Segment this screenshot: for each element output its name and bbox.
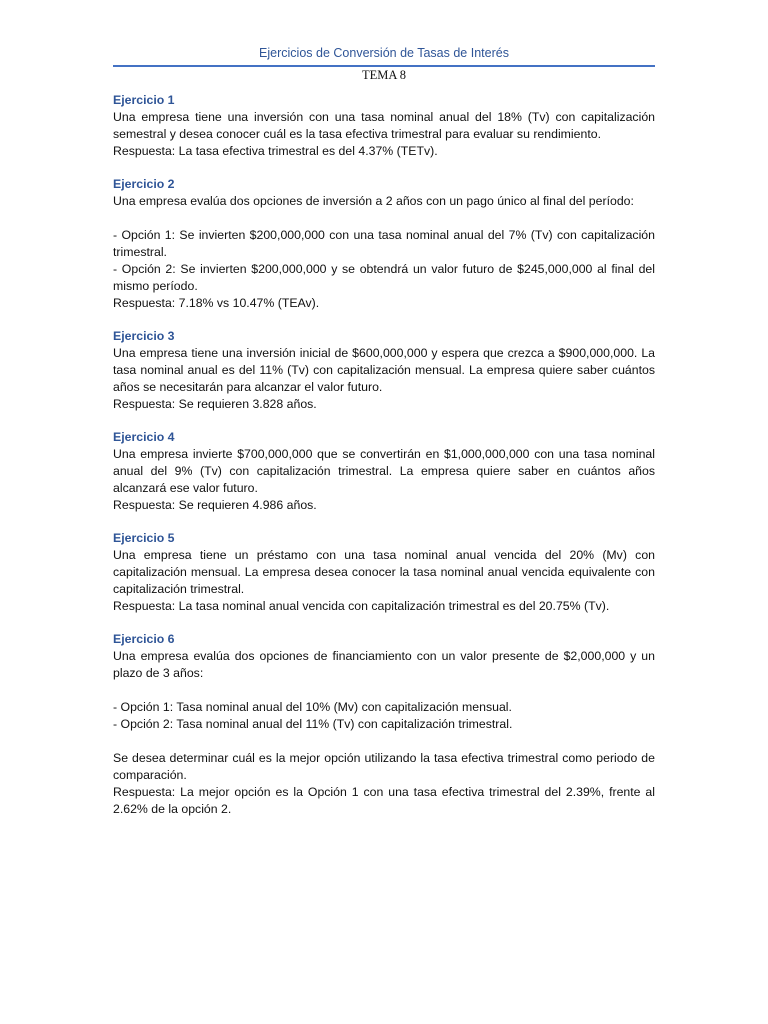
- exercise-heading: Ejercicio 2: [113, 177, 175, 191]
- blank-line: [113, 682, 655, 699]
- exercise-statement: Una empresa tiene un préstamo con una tasa nominal anual vencida del 20% (Mv) con capitalización mensual. La empresa desea conocer la tasa nominal anual vencida equivalente con capitalización trimestral.: [113, 548, 655, 596]
- exercise-answer: Respuesta: La tasa efectiva trimestral es del 4.37% (TETv).: [113, 144, 438, 158]
- document-header-title: Ejercicios de Conversión de Tasas de Interés: [259, 46, 509, 60]
- exercise-answer: Respuesta: Se requieren 4.986 años.: [113, 498, 317, 512]
- exercise-2: [113, 176, 655, 312]
- exercise-option-1: - Opción 1: Se invierten $200,000,000 con una tasa nominal anual del 7% (Tv) con capitalización trimestral.: [113, 228, 655, 259]
- exercise-1: [113, 92, 655, 160]
- exercise-statement: Una empresa evalúa dos opciones de inversión a 2 años con un pago único al final del período:: [113, 194, 634, 208]
- exercise-answer: Respuesta: 7.18% vs 10.47% (TEAv).: [113, 296, 320, 310]
- exercise-heading: Ejercicio 3: [113, 329, 175, 343]
- exercise-statement: Una empresa invierte $700,000,000 que se convertirán en $1,000,000,000 con una tasa nominal anual del 9% (Tv) con capitalización trimestral. La empresa quiere saber en cuántos años alcanzará ese valor futuro.: [113, 447, 655, 495]
- exercise-6: [113, 631, 655, 818]
- exercise-statement: Una empresa evalúa dos opciones de financiamiento con un valor presente de $2,000,000 y un plazo de 3 años:: [113, 649, 655, 680]
- document-subtitle: TEMA 8: [361, 68, 407, 82]
- exercise-5: [113, 530, 655, 615]
- exercise-question: Se desea determinar cuál es la mejor opción utilizando la tasa efectiva trimestral como periodo de comparación.: [113, 751, 655, 782]
- header-divider: [113, 65, 655, 67]
- exercise-option-1: - Opción 1: Tasa nominal anual del 10% (Mv) con capitalización mensual.: [113, 700, 512, 714]
- blank-line: [113, 733, 655, 750]
- exercise-heading: Ejercicio 6: [113, 632, 175, 646]
- exercise-heading: Ejercicio 4: [113, 430, 175, 444]
- exercise-answer: Respuesta: Se requieren 3.828 años.: [113, 397, 317, 411]
- exercise-option-2: - Opción 2: Tasa nominal anual del 11% (Tv) con capitalización trimestral.: [113, 717, 513, 731]
- exercise-4: [113, 429, 655, 514]
- exercise-answer: Respuesta: La tasa nominal anual vencida con capitalización trimestral es del 20.75% (Tv).: [113, 599, 610, 613]
- exercise-heading: Ejercicio 1: [113, 93, 175, 107]
- exercise-heading: Ejercicio 5: [113, 531, 175, 545]
- exercise-option-2: - Opción 2: Se invierten $200,000,000 y se obtendrá un valor futuro de $245,000,000 al final del mismo período.: [113, 262, 655, 293]
- exercise-list: [113, 92, 655, 834]
- exercise-answer: Respuesta: La mejor opción es la Opción 1 con una tasa efectiva trimestral del 2.39%, frente al 2.62% de la opción 2.: [113, 785, 655, 816]
- blank-line: [113, 210, 655, 227]
- exercise-statement: Una empresa tiene una inversión con una tasa nominal anual del 18% (Tv) con capitalización semestral y desea conocer cuál es la tasa efectiva trimestral para evaluar su rendimiento.: [113, 110, 655, 141]
- exercise-statement: Una empresa tiene una inversión inicial de $600,000,000 y espera que crezca a $900,000,000. La tasa nominal anual es del 11% (Tv) con capitalización mensual. La empresa quiere saber cuántos años se necesitarán para alcanzar el valor futuro.: [113, 346, 655, 394]
- exercise-3: [113, 328, 655, 413]
